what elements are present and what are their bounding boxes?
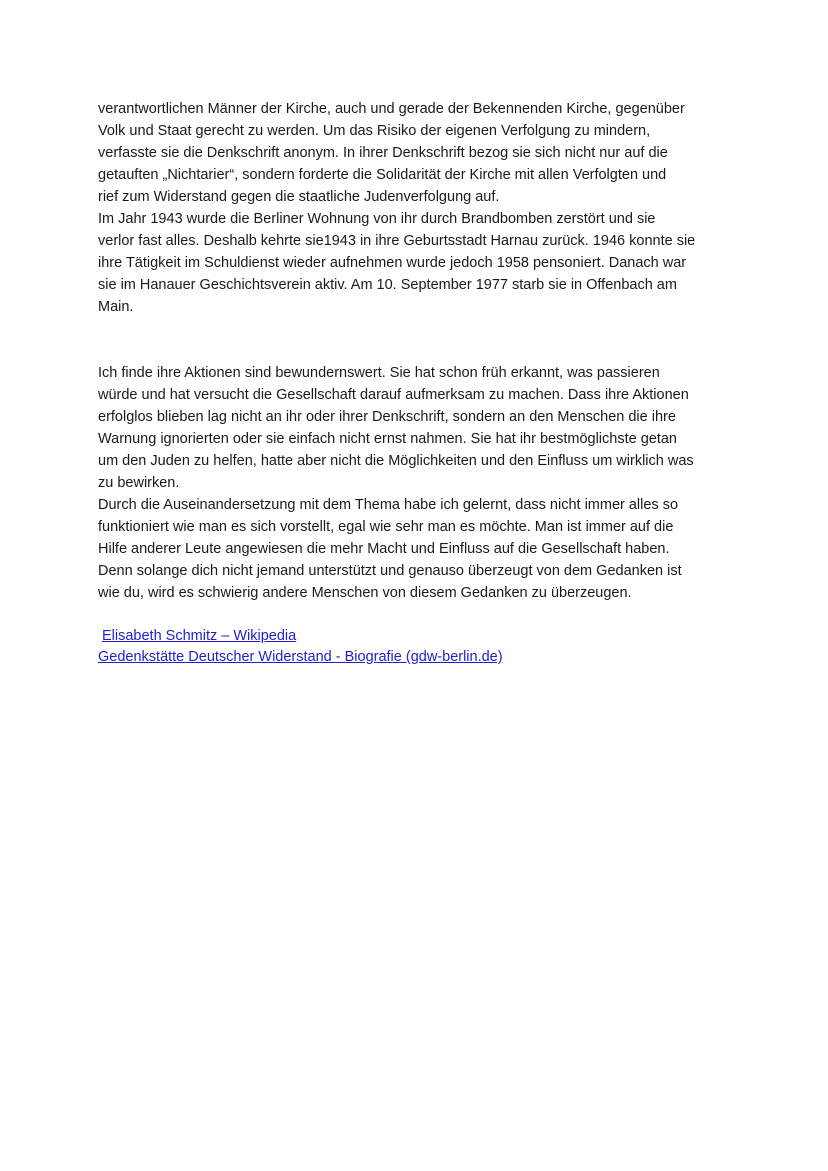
text-line: rief zum Widerstand gegen die staatliche Judenverfolgung auf. xyxy=(98,189,500,205)
text-line: funktioniert wie man es sich vorstellt, egal wie sehr man es möchte. Man ist immer auf die xyxy=(98,519,674,535)
text-line: getauften „Nichtarier“, sondern forderte die Solidarität der Kirche mit allen Verfolgten und xyxy=(98,167,667,183)
text-line: verfasste sie die Denkschrift anonym. In ihrer Denkschrift bezog sie sich nicht nur auf die xyxy=(98,145,668,161)
text-line: verlor fast alles. Deshalb kehrte sie1943 in ihre Geburtsstadt Harnau zurück. 1946 konnte sie xyxy=(98,233,696,249)
document-page xyxy=(98,98,738,668)
text-line: Warnung ignorierten oder sie einfach nicht ernst nahmen. Sie hat ihr bestmöglichste getan xyxy=(98,431,677,447)
text-line: Main. xyxy=(98,299,134,315)
text-line: Hilfe anderer Leute angewiesen die mehr Macht und Einfluss auf die Gesellschaft haben. xyxy=(98,541,670,557)
text-line: Ich finde ihre Aktionen sind bewundernswert. Sie hat schon früh erkannt, was passieren xyxy=(98,365,660,381)
text-line: zu bewirken. xyxy=(98,475,180,491)
text-line: wie du, wird es schwierig andere Menschen von diesem Gedanken zu überzeugen. xyxy=(98,585,632,601)
text-line: verantwortlichen Männer der Kirche, auch und gerade der Bekennenden Kirche, gegenüber xyxy=(98,101,685,117)
text-line: Denn solange dich nicht jemand unterstützt und genauso überzeugt von dem Gedanken ist xyxy=(98,563,682,579)
source-links xyxy=(98,626,738,668)
link-gdw-berlin[interactable]: Gedenkstätte Deutscher Widerstand - Biografie (gdw-berlin.de) xyxy=(98,649,503,665)
text-line: Volk und Staat gerecht zu werden. Um das Risiko der eigenen Verfolgung zu mindern, xyxy=(98,123,651,139)
text-line: ihre Tätigkeit im Schuldienst wieder aufnehmen wurde jedoch 1958 pensoniert. Danach war xyxy=(98,255,687,271)
text-line: sie im Hanauer Geschichtsverein aktiv. Am 10. September 1977 starb sie in Offenbach am xyxy=(98,277,677,293)
link-wikipedia[interactable]: Elisabeth Schmitz – Wikipedia xyxy=(102,628,297,644)
paragraph-reflection xyxy=(98,494,738,604)
text-line: um den Juden zu helfen, hatte aber nicht die Möglichkeiten und den Einfluss um wirklich was xyxy=(98,453,694,469)
paragraph-spacer xyxy=(98,318,738,362)
text-line: würde und hat versucht die Gesellschaft darauf aufmerksam zu machen. Dass ihre Aktionen xyxy=(98,387,689,403)
paragraph-denkschrift xyxy=(98,98,738,208)
paragraph-opinion xyxy=(98,362,738,494)
paragraph-biography xyxy=(98,208,738,318)
text-line: Durch die Auseinandersetzung mit dem Thema habe ich gelernt, dass nicht immer alles so xyxy=(98,497,679,513)
text-line: Im Jahr 1943 wurde die Berliner Wohnung von ihr durch Brandbomben zerstört und sie xyxy=(98,211,656,227)
text-line: erfolglos blieben lag nicht an ihr oder ihrer Denkschrift, sondern an den Menschen die ihre xyxy=(98,409,676,425)
